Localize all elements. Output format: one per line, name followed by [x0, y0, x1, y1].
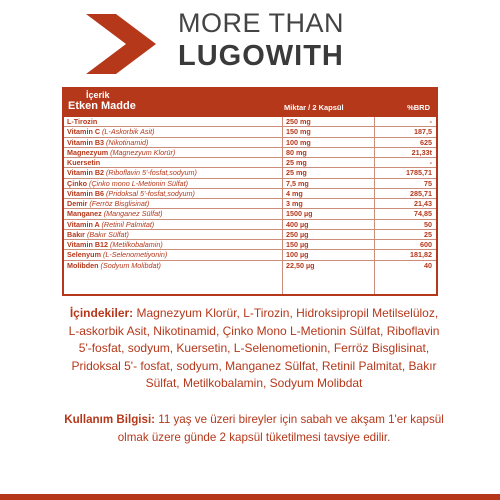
row-ingredient-name — [67, 148, 175, 157]
ingredient-source: (Nikotinamid) — [106, 137, 149, 147]
row-amount: 80 mg — [286, 147, 307, 157]
row-amount: 25 mg — [286, 158, 307, 167]
row-brd: 1785,71 — [406, 168, 432, 178]
row-brd: 40 — [424, 260, 432, 270]
table-row — [64, 220, 436, 230]
usage-label: Kullanım Bilgisi: — [64, 413, 156, 426]
ingredient-name: Vitamin C — [67, 127, 101, 137]
row-ingredient-name — [67, 179, 188, 188]
column-header-amount: Miktar / 2 Kapsül — [284, 103, 344, 112]
row-ingredient-name — [67, 168, 197, 177]
ingredient-name: Vitamin B3 — [67, 137, 105, 147]
brand-line-1: MORE THAN — [178, 8, 345, 38]
ingredient-name: Selenyum — [67, 250, 101, 260]
row-amount: 150 mg — [286, 127, 311, 137]
row-ingredient-name — [67, 127, 154, 136]
ingredient-name: Vitamin B2 — [67, 168, 105, 178]
row-brd: 75 — [424, 178, 432, 188]
usage-body: 11 yaş ve üzeri bireyler için sabah ve akşam 1'er kapsül olmak üzere günde 2 kapsül tüketilmesi tavsiye edilir. — [117, 413, 444, 444]
row-ingredient-name — [67, 230, 129, 239]
row-amount: 7,5 mg — [286, 178, 309, 188]
row-ingredient-name — [67, 117, 97, 126]
ingredient-source: (L-Selenometiyonin) — [102, 250, 168, 260]
row-brd: 21,43 — [414, 199, 432, 208]
table-section-title: İçerik — [86, 90, 110, 100]
table-row — [64, 199, 436, 209]
row-ingredient-name — [67, 189, 195, 198]
row-amount: 250 µg — [286, 229, 309, 239]
row-brd: 74,85 — [414, 209, 432, 219]
ingredient-name: Demir — [67, 199, 88, 208]
row-brd: 181,82 — [410, 250, 432, 260]
ingredient-name: Bakır — [67, 229, 85, 239]
row-amount: 250 mg — [286, 117, 311, 126]
footer-bar — [0, 494, 500, 500]
row-ingredient-name — [67, 261, 161, 270]
row-brd: 187,5 — [414, 127, 432, 137]
ingredient-source: (Pridoksal 5'-fosfat,sodyum) — [106, 188, 195, 198]
row-brd: 25 — [424, 229, 432, 239]
table-row — [64, 127, 436, 137]
ingredient-source: (Çinko mono L-Metionin Sülfat) — [88, 178, 189, 188]
table-row — [64, 209, 436, 219]
column-divider — [282, 117, 283, 294]
ingredients-text — [64, 305, 444, 393]
brand-chevron-logo — [76, 12, 162, 76]
row-amount: 4 mg — [286, 188, 303, 198]
row-amount: 22,50 µg — [286, 260, 315, 270]
row-brd: - — [429, 158, 432, 167]
table-row — [64, 158, 436, 168]
row-brd: 625 — [420, 137, 432, 147]
ingredient-name: Vitamin A — [67, 219, 100, 229]
ingredient-name: Kuersetin — [67, 158, 101, 167]
row-brd: 21,33t — [411, 147, 432, 157]
row-brd: - — [429, 117, 432, 126]
ingredient-name: Vitamin B6 — [67, 188, 105, 198]
row-amount: 25 mg — [286, 168, 307, 178]
column-header-brd: %BRD — [407, 103, 430, 112]
table-row — [64, 230, 436, 240]
ingredient-source: (Sodyum Molibdat) — [100, 260, 161, 270]
table-row — [64, 189, 436, 199]
row-amount: 400 µg — [286, 219, 309, 229]
table-row — [64, 250, 436, 260]
ingredients-body: Magnezyum Klorür, L-Tirozin, Hidroksipropil Metilselüloz, L-askorbik Asit, Nikotinamid, Çinko Mono L-Metionin Sülfat, Riboflavin 5'-fosfat, sodyum, Kuersetin, L-Selenometionin, Ferröz Bisglisinat, Pridoksal 5'- fosfat, sodyum, Manganez Sülfat, Retinil Palmitat, Bakır Sülfat, Metilkobalamin, Sodyum Molibdat — [68, 306, 440, 390]
ingredient-name: Magnezyum — [67, 147, 109, 157]
ingredients-label: İçindekiler: — [69, 306, 134, 320]
ingredient-source: (Riboflavin 5'-fosfat,sodyum) — [106, 168, 197, 178]
row-ingredient-name — [67, 209, 162, 218]
row-ingredient-name — [67, 199, 149, 208]
table-row — [64, 179, 436, 189]
table-row — [64, 240, 436, 250]
ingredient-name: L-Tirozin — [67, 117, 98, 126]
row-ingredient-name — [67, 138, 148, 147]
ingredient-source: (Metilkobalamin) — [110, 240, 163, 249]
row-amount: 100 mg — [286, 137, 311, 147]
ingredient-source: (Manganez Sülfat) — [103, 209, 163, 219]
usage-text — [62, 411, 446, 446]
row-ingredient-name — [67, 240, 163, 249]
table-row — [64, 148, 436, 158]
row-amount: 1500 µg — [286, 209, 313, 219]
row-brd: 600 — [420, 240, 432, 249]
table-body — [64, 117, 436, 270]
ingredient-table — [62, 87, 438, 296]
table-header — [64, 89, 436, 117]
row-brd: 50 — [424, 219, 432, 229]
row-ingredient-name — [67, 250, 167, 259]
ingredient-source: (L-Askorbik Asit) — [102, 127, 155, 137]
row-amount: 3 mg — [286, 199, 303, 208]
ingredient-source: (Ferröz Bisglisinat) — [89, 199, 150, 208]
ingredient-source: (Retinil Palmitat) — [101, 219, 155, 229]
ingredient-source: (Magnezyum Klorür) — [110, 147, 176, 157]
table-row — [64, 168, 436, 178]
column-divider — [374, 117, 375, 294]
row-ingredient-name — [67, 158, 100, 167]
row-amount: 100 µg — [286, 250, 309, 260]
table-row — [64, 117, 436, 127]
table-row — [64, 138, 436, 148]
ingredient-name: Molibden — [67, 260, 99, 270]
ingredient-source: (Bakır Sülfat) — [86, 229, 129, 239]
ingredient-name: Vitamin B12 — [67, 240, 109, 249]
column-header-name: Etken Madde — [68, 100, 136, 112]
row-ingredient-name — [67, 220, 154, 229]
brand-line-2: LUGOWITH — [178, 40, 344, 72]
ingredient-name: Manganez — [67, 209, 102, 219]
row-amount: 150 µg — [286, 240, 309, 249]
table-row — [64, 261, 436, 270]
row-brd: 285,71 — [410, 188, 432, 198]
ingredient-name: Çinko — [67, 178, 87, 188]
